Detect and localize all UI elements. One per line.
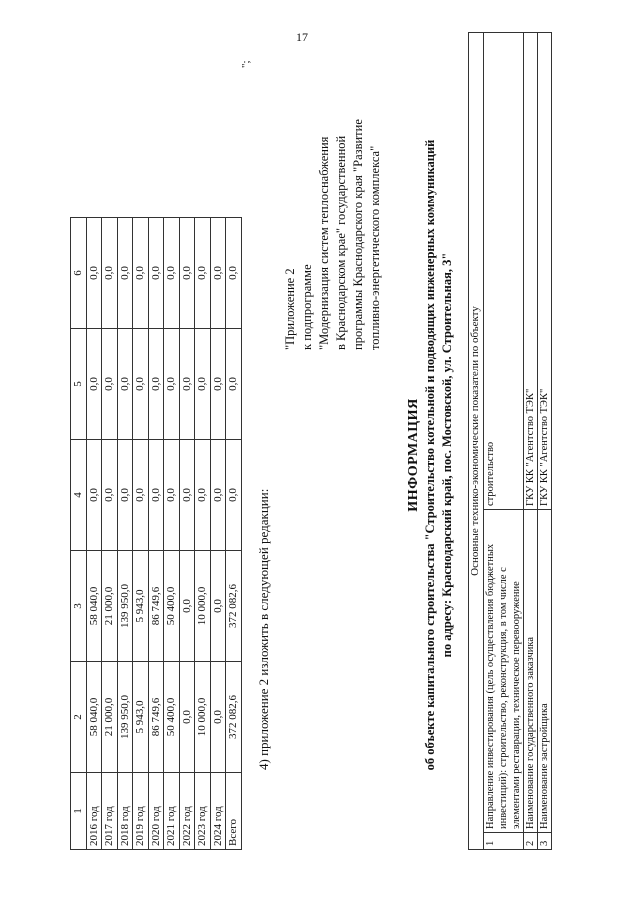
financing-table [70,217,242,850]
cell: 0,0 [148,440,164,551]
cell: 0,0 [179,218,195,329]
cell: 0,0 [117,218,133,329]
cell: 0,0 [210,440,226,551]
cell: 0,0 [86,440,102,551]
title-heading: ИНФОРМАЦИЯ [406,398,421,512]
row-label: Наименование государственного заказчика [524,510,538,833]
section-header: Основные технико-экономические показатели по объекту [469,33,484,850]
table-row [179,218,195,850]
cell: 0,0 [210,218,226,329]
row-number: 2 [524,833,538,850]
indicators-table [468,32,552,850]
cell: 0,0 [102,329,118,440]
table-row [524,33,538,850]
row-label: 2017 год [102,773,118,850]
cell: 0,0 [86,218,102,329]
header-cell: 2 [71,662,87,773]
cell: 5 943,0 [133,662,149,773]
cell: 10 000,0 [195,662,211,773]
table-row [133,218,149,850]
cell: 139 950,0 [117,662,133,773]
row-label: 2019 год [133,773,149,850]
table-row [117,218,133,850]
row-label: 2018 год [117,773,133,850]
table-row [148,218,164,850]
table-row [86,218,102,850]
table-row [484,33,524,850]
cell: 0,0 [148,329,164,440]
cell: 0,0 [164,329,180,440]
title-line: по адресу: Краснодарский край, пос. Мостовской, ул. Строительная, 3" [440,252,454,658]
cell: 86 749,6 [148,662,164,773]
closing-quote: "; [240,60,252,68]
appendix-header [282,119,384,350]
row-value: ГКУ КК "Агентство ТЭК" [524,33,538,510]
row-label: 2016 год [86,773,102,850]
rotated-page-content [0,30,630,880]
page-number: 17 [296,30,308,44]
cell: 0,0 [102,440,118,551]
cell: 50 400,0 [164,662,180,773]
cell: 0,0 [102,218,118,329]
row-label: 2020 год [148,773,164,850]
appendix-line: топливно-энергетического комплекса" [368,145,382,350]
row-label: 2023 год [195,773,211,850]
cell: 58 040,0 [86,662,102,773]
cell: 0,0 [195,440,211,551]
section-header-row [469,33,484,850]
cell: 0,0 [148,218,164,329]
cell: 0,0 [226,329,242,440]
appendix-line: "Приложение 2 [283,268,297,350]
appendix-line: программы Краснодарского края "Развитие [351,119,365,350]
table-row-total [226,218,242,850]
cell: 0,0 [86,329,102,440]
title-line: об объекте капитального строительства "Строительство котельной и подводящих инженерных коммуникаций [423,139,437,771]
table-row [102,218,118,850]
cell: 50 400,0 [164,551,180,662]
cell: 21 000,0 [102,662,118,773]
paragraph-4: 4) приложение 2 изложить в следующей редакции: [256,488,271,770]
header-cell: 4 [71,440,87,551]
document-title [405,30,456,880]
cell: 0,0 [179,329,195,440]
cell: 0,0 [210,551,226,662]
cell: 0,0 [179,551,195,662]
table-row [195,218,211,850]
row-value: ГКУ КК "Агентство ТЭК" [538,33,552,510]
row-label: Наименование застройщика [538,510,552,833]
cell: 0,0 [164,218,180,329]
cell: 0,0 [226,440,242,551]
cell: 0,0 [226,218,242,329]
header-cell: 5 [71,329,87,440]
row-label: 2022 год [179,773,195,850]
cell: 5 943,0 [133,551,149,662]
cell: 0,0 [179,662,195,773]
header-cell: 6 [71,218,87,329]
row-label: 2021 год [164,773,180,850]
cell: 0,0 [133,440,149,551]
appendix-line: в Краснодарском крае" государственной [334,135,348,350]
header-cell: 1 [71,773,87,850]
row-number: 3 [538,833,552,850]
cell: 0,0 [133,218,149,329]
table-row [210,218,226,850]
table-row [538,33,552,850]
header-cell: 3 [71,551,87,662]
row-label: Направление инвестирования (цель осуществления бюджетных инвестиций): строительство, реконструкция, в том числе с элементами реставрации, техническое перевооружение [484,510,524,833]
cell: 58 040,0 [86,551,102,662]
cell: 86 749,6 [148,551,164,662]
cell: 0,0 [179,440,195,551]
cell: 0,0 [164,440,180,551]
row-label: 2024 год [210,773,226,850]
cell: 0,0 [195,218,211,329]
cell: 0,0 [210,329,226,440]
cell: 0,0 [117,440,133,551]
cell: 0,0 [195,329,211,440]
appendix-line: к подпрограмме [300,264,314,350]
row-label: Всего [226,773,242,850]
row-number: 1 [484,833,524,850]
appendix-line: "Модернизация систем теплоснабжения [317,136,331,350]
cell: 21 000,0 [102,551,118,662]
cell: 372 082,6 [226,551,242,662]
cell: 372 082,6 [226,662,242,773]
cell: 10 000,0 [195,551,211,662]
cell: 0,0 [133,329,149,440]
cell: 139 950,0 [117,551,133,662]
table-row [164,218,180,850]
cell: 0,0 [117,329,133,440]
cell: 0,0 [210,662,226,773]
table-header-row [71,218,87,850]
row-value: строительство [484,33,524,510]
